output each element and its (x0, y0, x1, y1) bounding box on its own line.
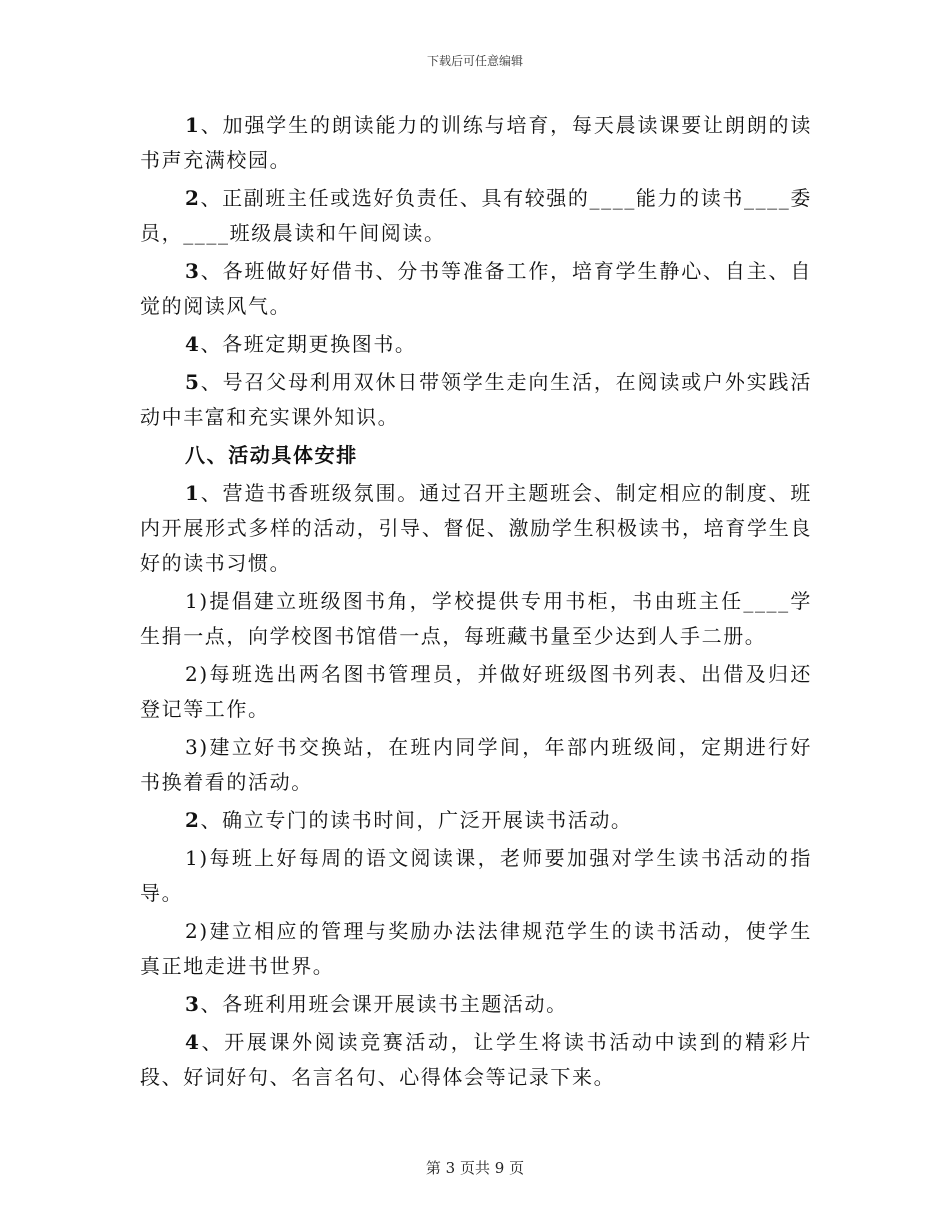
paragraph-13 (140, 987, 812, 1022)
paragraph-text: 、各班定期更换图书。 (200, 332, 417, 356)
item-number: 3 (185, 992, 201, 1016)
paragraph-3 (140, 254, 812, 324)
paragraph-14 (140, 1025, 812, 1095)
paragraph-5 (140, 365, 812, 435)
paragraph-8: 2)每班选出两名图书管理员，并做好班级图书列表、出借及归还登记等工作。 (140, 662, 812, 721)
paragraph-text: 、正副班主任或选好负责任、具有较强的____能力的读书____委员，____班级晨读和午间阅读。 (140, 186, 812, 245)
paragraph-text: 、确立专门的读书时间，广泛开展读书活动。 (200, 808, 633, 832)
section-heading: 八、活动具体安排 (185, 443, 358, 467)
paragraph-2 (140, 181, 812, 251)
paragraph-1 (140, 108, 812, 178)
document-body (140, 108, 812, 1098)
paragraph-text: 、加强学生的朗读能力的训练与培育，每天晨读课要让朗朗的读书声充满校园。 (140, 113, 812, 172)
paragraph-12: 2)建立相应的管理与奖励办法法律规范学生的读书活动，使学生真正地走进书世界。 (140, 919, 812, 978)
item-number: 5 (185, 370, 201, 394)
paragraph-text: 、开展课外阅读竞赛活动，让学生将读书活动中读到的精彩片段、好词好句、名言名句、心得体会等记录下来。 (140, 1030, 812, 1089)
paragraph-text: 、各班利用班会课开展读书主题活动。 (200, 992, 568, 1016)
item-number: 3 (185, 259, 201, 283)
paragraph-7: 1)提倡建立班级图书角，学校提供专用书柜，书由班主任____学生捐一点，向学校图书馆借一点，每班藏书量至少达到人手二册。 (140, 589, 812, 648)
item-number: 2 (185, 186, 201, 210)
item-number: 1 (185, 481, 201, 505)
paragraph-6 (140, 476, 812, 581)
paragraph-text: 、营造书香班级氛围。通过召开主题班会、制定相应的制度、班内开展形式多样的活动，引导、督促、激励学生积极读书，培育学生良好的读书习惯。 (140, 481, 812, 575)
paragraph-text: 、号召父母利用双休日带领学生走向生活，在阅读或户外实践活动中丰富和充实课外知识。 (140, 370, 812, 429)
item-number: 2 (185, 808, 201, 832)
paragraph-4 (140, 327, 812, 362)
item-number: 4 (185, 1030, 201, 1054)
paragraph-10 (140, 803, 812, 838)
paragraph-11: 1)每班上好每周的语文阅读课，老师要加强对学生读书活动的指导。 (140, 846, 812, 905)
paragraph-9: 3)建立好书交换站，在班内同学间，年部内班级间，定期进行好书换着看的活动。 (140, 735, 812, 794)
item-number: 4 (185, 332, 201, 356)
page-footer: 第 3 页共 9 页 (425, 1159, 525, 1177)
page-header: 下载后可任意编辑 (426, 54, 523, 68)
paragraph-text: 、各班做好好借书、分书等准备工作，培育学生静心、自主、自觉的阅读风气。 (140, 259, 812, 318)
item-number: 1 (185, 113, 201, 137)
